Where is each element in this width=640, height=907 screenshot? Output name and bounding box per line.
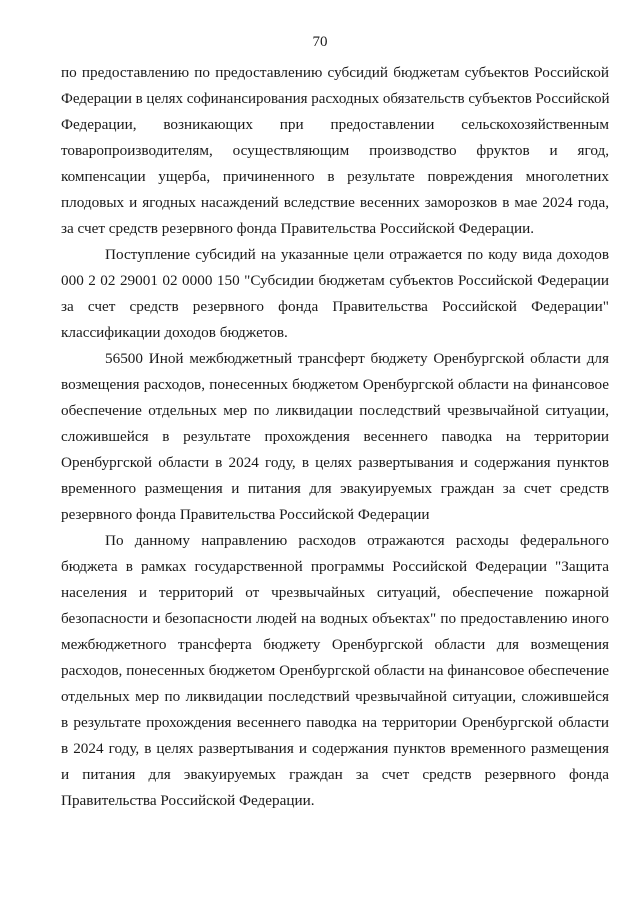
text-line: возмещения расходов, понесенных бюджетом Оренбургской области на финансовое bbox=[61, 376, 609, 393]
text-line: в результате прохождения весеннего паводка на территории Оренбургской области bbox=[61, 714, 609, 731]
text-line: временного размещения и питания для эвакуируемых граждан за счет средств bbox=[61, 480, 609, 497]
document-body bbox=[61, 60, 609, 814]
text-line: по предоставлению по предоставлению субсидий бюджетам субъектов Российской bbox=[61, 64, 609, 81]
text-line: Правительства Российской Федерации. bbox=[61, 792, 315, 809]
text-line: сложившейся в результате прохождения весеннего паводка на территории bbox=[61, 428, 609, 445]
text-line: и питания для эвакуируемых граждан за счет средств резервного фонда bbox=[61, 766, 609, 783]
text-line: бюджета в рамках государственной программы Российской Федерации "Защита bbox=[61, 558, 609, 575]
text-line: населения и территорий от чрезвычайных ситуаций, обеспечение пожарной bbox=[61, 584, 609, 601]
paragraph-4 bbox=[61, 528, 609, 814]
text-line: компенсации ущерба, причиненного в результате повреждения многолетних bbox=[61, 168, 609, 185]
text-line: классификации доходов бюджетов. bbox=[61, 324, 288, 341]
text-line: Федерации, возникающих при предоставлении сельскохозяйственным bbox=[61, 116, 609, 133]
text-line: 000 2 02 29001 02 0000 150 "Субсидии бюджетам субъектов Российской Федерации bbox=[61, 272, 609, 289]
paragraph-2 bbox=[61, 242, 609, 346]
text-line: По данному направлению расходов отражаются расходы федерального bbox=[105, 532, 609, 549]
text-line: обеспечение отдельных мер по ликвидации последствий чрезвычайной ситуации, bbox=[61, 402, 609, 419]
text-line: плодовых и ягодных насаждений вследствие весенних заморозков в мае 2024 года, bbox=[61, 194, 609, 211]
text-line: межбюджетного трансферта бюджету Оренбургской области для возмещения bbox=[61, 636, 609, 653]
text-line: резервного фонда Правительства Российской Федерации bbox=[61, 506, 430, 523]
text-line: безопасности и безопасности людей на водных объектах" по предоставлению иного bbox=[61, 610, 609, 627]
text-line: Федерации в целях софинансирования расходных обязательств субъектов Российской bbox=[61, 91, 610, 107]
text-line: за счет средств резервного фонда Правительства Российской Федерации. bbox=[61, 220, 535, 237]
text-line: отдельных мер по ликвидации последствий чрезвычайной ситуации, сложившейся bbox=[61, 688, 609, 705]
page-number: 70 bbox=[312, 34, 328, 50]
text-line: расходов, понесенных бюджетом Оренбургской области на финансовое обеспечение bbox=[61, 662, 609, 679]
text-line: Оренбургской области в 2024 году, в целях развертывания и содержания пунктов bbox=[61, 454, 609, 471]
text-line: Поступление субсидий на указанные цели отражается по коду вида доходов bbox=[105, 246, 609, 263]
text-line: в 2024 году, в целях развертывания и содержания пунктов временного размещения bbox=[61, 740, 609, 757]
text-line: товаропроизводителям, осуществляющим производство фруктов и ягод, bbox=[61, 142, 609, 159]
text-line: за счет средств резервного фонда Правительства Российской Федерации" bbox=[61, 298, 609, 315]
text-line: 56500 Иной межбюджетный трансферт бюджету Оренбургской области для bbox=[105, 350, 609, 367]
paragraph-3 bbox=[61, 346, 609, 528]
paragraph-1 bbox=[61, 60, 609, 242]
